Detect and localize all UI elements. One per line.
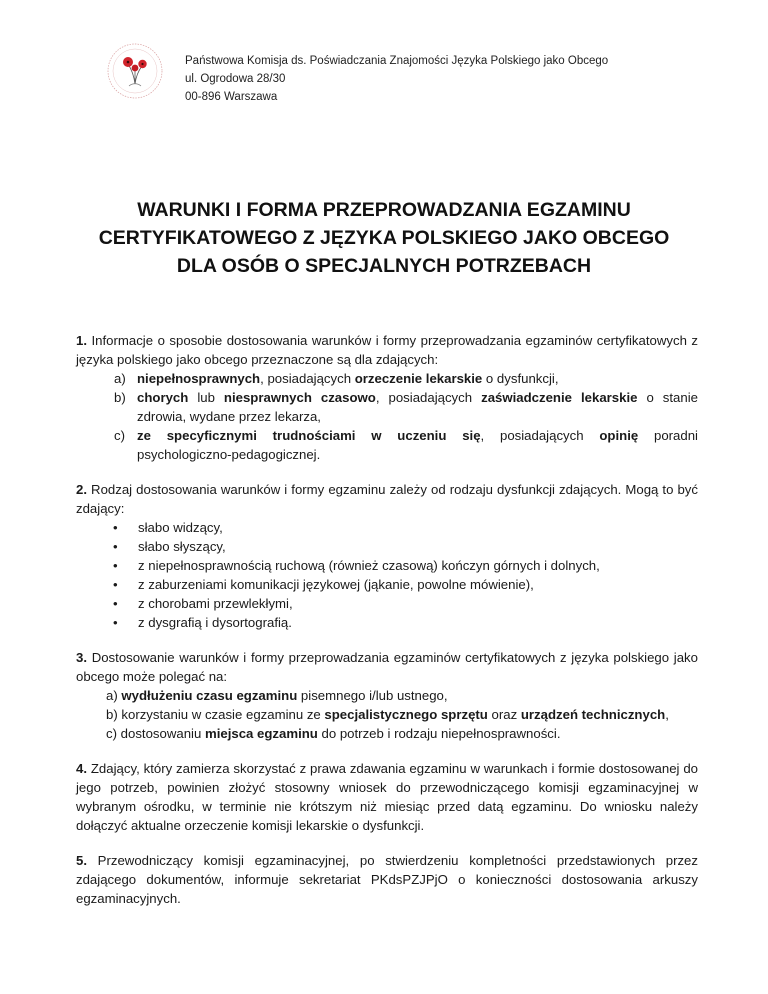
section-text: Przewodniczący komisji egzaminacyjnej, po stwierdzeniu kompletności przedstawionych przez zdającego dokumentów, informuje sekretariat PKdsPZJPjO o konieczności dostosowania arkuszy egzaminacyjnych. (76, 853, 698, 906)
item-text: dostosowaniu (120, 726, 205, 741)
item-text: oraz (487, 707, 521, 722)
item-label: a) (106, 688, 122, 703)
section-text: Rodzaj dostosowania warunków i formy egzaminu zależy od rodzaju dysfunkcji zdających. Mogą to być zdający: (76, 482, 698, 516)
poppy-flower-seal-icon (104, 40, 166, 102)
bullet-item (76, 537, 698, 556)
section-3 (76, 648, 698, 743)
section-4 (76, 759, 698, 835)
item-text: korzystaniu w czasie egzaminu ze (121, 707, 325, 722)
institution-city: 00-896 Warszawa (185, 91, 278, 103)
item-text: o dysfunkcji, (482, 371, 559, 386)
list-item (76, 369, 698, 388)
item-text: pisemnego i/lub ustnego, (297, 688, 448, 703)
bullet-icon: • (113, 539, 118, 554)
item-text: poradni psychologiczno-pedagogicznej. (137, 428, 698, 462)
title-line-1: WARUNKI I FORMA PRZEPROWADZANIA EGZAMINU (137, 199, 631, 221)
bullet-item (76, 594, 698, 613)
bold-term: orzeczenie lekarskie (354, 371, 483, 386)
section-2 (76, 480, 698, 632)
item-label: a) (114, 371, 126, 386)
document-title (60, 196, 708, 280)
bold-term: urządzeń technicznych (520, 707, 666, 722)
item-text: , posiadających (260, 371, 355, 386)
bullet-item (76, 556, 698, 575)
item-label: b) (114, 390, 126, 405)
bullet-text: z chorobami przewlekłymi, (138, 596, 293, 611)
bullet-icon: • (113, 520, 118, 535)
bullet-text: z dysgrafią i dysortografią. (138, 615, 292, 630)
bold-term: specjalistycznego sprzętu (324, 707, 488, 722)
document-body (76, 331, 698, 924)
section-number: 5. (76, 853, 87, 868)
institution-header (185, 52, 608, 106)
bullet-icon: • (113, 615, 118, 630)
institution-street: ul. Ogrodowa 28/30 (185, 73, 286, 85)
bullet-text: słabo słyszący, (138, 539, 226, 554)
item-text: , (665, 707, 669, 722)
item-label: c) (106, 726, 121, 741)
section-text: Informacje o sposobie dostosowania warunków i formy przeprowadzania egzaminów certyfikatowych z języka polskiego jako obcego przeznaczone są dla zdających: (76, 333, 698, 367)
bold-term: zaświadczenie lekarskie (481, 390, 638, 405)
bullet-icon: • (113, 596, 118, 611)
bullet-item (76, 575, 698, 594)
section-number: 2. (76, 482, 87, 497)
item-label: b) (106, 707, 122, 722)
title-line-3: DLA OSÓB O SPECJALNYCH POTRZEBACH (176, 255, 592, 277)
bullet-text: z zaburzeniami komunikacji językowej (jąkanie, powolne mówienie), (138, 577, 534, 592)
bold-term: chorych (137, 390, 189, 405)
bold-term: miejsca egzaminu (204, 726, 318, 741)
section-text: Dostosowanie warunków i formy przeprowadzania egzaminów certyfikatowych z języka polskiego jako obcego może polegać na: (76, 650, 698, 684)
item-text: o stanie zdrowia, wydane przez lekarza, (137, 390, 698, 424)
list-item (76, 724, 698, 743)
item-label: c) (114, 428, 125, 443)
section-text: Zdający, który zamierza skorzystać z prawa zdawania egzaminu w warunkach i formie dostosowanej do jego potrzeb, powinien złożyć stosowny wniosek do przewodniczącego komisji egzaminacyjnej w wybranym ośrodku, w terminie nie krótszym niż miesiąc przed datą egzaminu. Do wniosku należy dołączyć aktualne orzeczenie komisji lekarskie o dysfunkcji. (76, 761, 698, 833)
section-1 (76, 331, 698, 464)
bullet-text: słabo widzący, (138, 520, 223, 535)
section-number: 1. (76, 333, 87, 348)
institution-name: Państwowa Komisja ds. Poświadczania Znajomości Języka Polskiego jako Obcego (185, 55, 609, 67)
list-item (76, 388, 698, 426)
item-text: do potrzeb i rodzaju niepełnosprawności. (317, 726, 561, 741)
section-number: 3. (76, 650, 87, 665)
bold-term: opinię (599, 428, 639, 443)
list-item (76, 705, 698, 724)
item-text: , posiadających (480, 428, 600, 443)
section-number: 4. (76, 761, 87, 776)
bullet-icon: • (113, 558, 118, 573)
item-text: , posiadających (375, 390, 482, 405)
list-item (76, 686, 698, 705)
section-5 (76, 851, 698, 908)
list-item (76, 426, 698, 464)
bullet-icon: • (113, 577, 118, 592)
section-2-intro (76, 480, 698, 518)
section-3-intro (76, 648, 698, 686)
bold-term: niepełnosprawnych (137, 371, 261, 386)
bullet-item (76, 613, 698, 632)
bold-term: wydłużeniu czasu egzaminu (121, 688, 298, 703)
item-text: lub (188, 390, 224, 405)
title-line-2: CERTYFIKATOWEGO Z JĘZYKA POLSKIEGO JAKO OBCEGO (98, 227, 670, 249)
bullet-item (76, 518, 698, 537)
bullet-text: z niepełnosprawnością ruchową (również czasową) kończyn górnych i dolnych, (138, 558, 600, 573)
bold-term: ze specyficznymi trudnościami w uczeniu się (137, 428, 481, 443)
bold-term: niesprawnych czasowo (223, 390, 376, 405)
section-1-intro (76, 331, 698, 369)
